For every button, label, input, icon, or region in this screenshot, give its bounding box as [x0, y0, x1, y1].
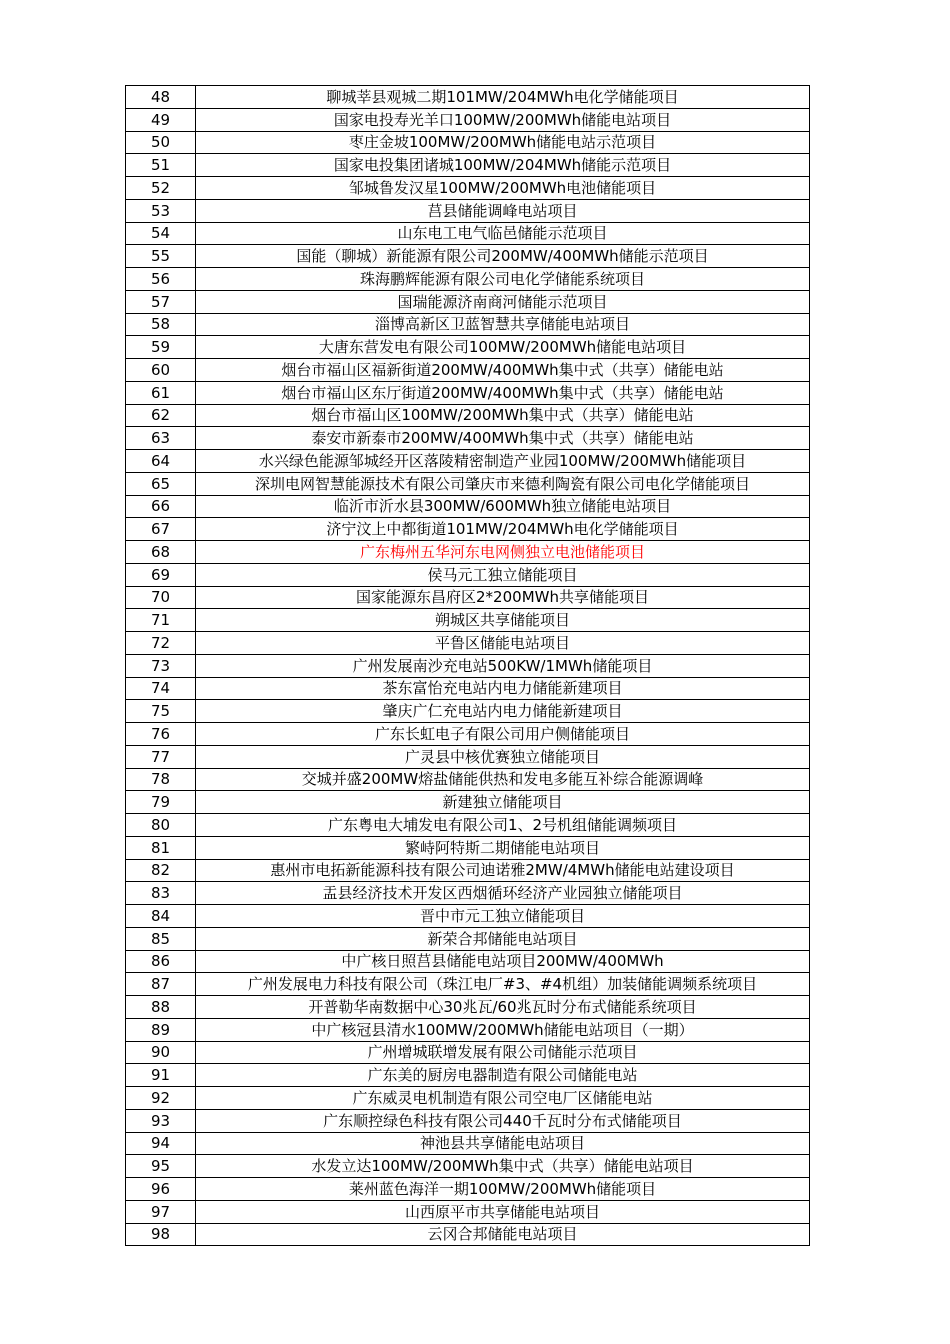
row-number-cell: 61 [126, 381, 196, 404]
row-number-cell: 74 [126, 677, 196, 700]
project-name-cell: 山西原平市共享储能电站项目 [196, 1200, 810, 1223]
row-number-cell: 56 [126, 268, 196, 291]
project-name-cell: 侯马元工独立储能项目 [196, 563, 810, 586]
row-number-cell: 97 [126, 1200, 196, 1223]
project-name-cell: 水发立达100MW/200MWh集中式（共享）储能电站项目 [196, 1155, 810, 1178]
table-row [126, 313, 810, 336]
row-number-cell: 77 [126, 745, 196, 768]
project-name-cell: 临沂市沂水县300MW/600MWh独立储能电站项目 [196, 495, 810, 518]
table-row [126, 563, 810, 586]
table-row [126, 268, 810, 291]
table-row [126, 745, 810, 768]
row-number-cell: 48 [126, 86, 196, 109]
row-number-cell: 80 [126, 814, 196, 837]
table-row [126, 973, 810, 996]
row-number-cell: 71 [126, 609, 196, 632]
table-row [126, 427, 810, 450]
project-name-cell: 烟台市福山区100MW/200MWh集中式（共享）储能电站 [196, 404, 810, 427]
table-row [126, 1064, 810, 1087]
project-name-cell: 广东粤电大埔发电有限公司1、2号机组储能调频项目 [196, 814, 810, 837]
row-number-cell: 92 [126, 1087, 196, 1110]
row-number-cell: 89 [126, 1018, 196, 1041]
table-row [126, 996, 810, 1019]
table-row [126, 518, 810, 541]
table-row [126, 677, 810, 700]
row-number-cell: 79 [126, 791, 196, 814]
table-row [126, 814, 810, 837]
project-name-cell: 济宁汶上中都街道101MW/204MWh电化学储能项目 [196, 518, 810, 541]
table-row [126, 768, 810, 791]
row-number-cell: 91 [126, 1064, 196, 1087]
row-number-cell: 93 [126, 1109, 196, 1132]
table-row [126, 1155, 810, 1178]
row-number-cell: 50 [126, 131, 196, 154]
row-number-cell: 98 [126, 1223, 196, 1246]
row-number-cell: 87 [126, 973, 196, 996]
table-row [126, 654, 810, 677]
table-row [126, 1109, 810, 1132]
row-number-cell: 69 [126, 563, 196, 586]
table-row [126, 950, 810, 973]
table-row [126, 723, 810, 746]
project-name-cell: 广州发展电力科技有限公司（珠江电厂#3、#4机组）加装储能调频系统项目 [196, 973, 810, 996]
project-name-cell: 新建独立储能项目 [196, 791, 810, 814]
row-number-cell: 81 [126, 836, 196, 859]
project-name-cell: 烟台市福山区福新街道200MW/400MWh集中式（共享）储能电站 [196, 359, 810, 382]
table-row [126, 404, 810, 427]
project-name-cell: 中广核冠县清水100MW/200MWh储能电站项目（一期） [196, 1018, 810, 1041]
table-row [126, 882, 810, 905]
row-number-cell: 70 [126, 586, 196, 609]
row-number-cell: 57 [126, 290, 196, 313]
table-row [126, 700, 810, 723]
row-number-cell: 94 [126, 1132, 196, 1155]
row-number-cell: 72 [126, 632, 196, 655]
project-name-cell: 泰安市新泰市200MW/400MWh集中式（共享）储能电站 [196, 427, 810, 450]
row-number-cell: 85 [126, 927, 196, 950]
project-name-cell: 盂县经济技术开发区西烟循环经济产业园独立储能项目 [196, 882, 810, 905]
table-row [126, 86, 810, 109]
row-number-cell: 66 [126, 495, 196, 518]
project-name-cell: 烟台市福山区东厅街道200MW/400MWh集中式（共享）储能电站 [196, 381, 810, 404]
row-number-cell: 88 [126, 996, 196, 1019]
row-number-cell: 60 [126, 359, 196, 382]
project-name-cell: 广灵县中核优赛独立储能项目 [196, 745, 810, 768]
table-row [126, 222, 810, 245]
table-body [126, 86, 810, 1246]
table-row [126, 1200, 810, 1223]
table-row [126, 131, 810, 154]
table-row [126, 859, 810, 882]
project-name-cell: 惠州市电拓新能源科技有限公司迪诺雅2MW/4MWh储能电站建设项目 [196, 859, 810, 882]
row-number-cell: 67 [126, 518, 196, 541]
project-name-cell: 国家电投集团诸城100MW/204MWh储能示范项目 [196, 154, 810, 177]
project-name-cell: 珠海鹏辉能源有限公司电化学储能系统项目 [196, 268, 810, 291]
project-name-cell: 莱州蓝色海洋一期100MW/200MWh储能项目 [196, 1178, 810, 1201]
project-name-cell: 水兴绿色能源邹城经开区落陵精密制造产业园100MW/200MWh储能项目 [196, 450, 810, 473]
row-number-cell: 90 [126, 1041, 196, 1064]
project-name-cell: 神池县共享储能电站项目 [196, 1132, 810, 1155]
row-number-cell: 51 [126, 154, 196, 177]
project-name-cell: 广东美的厨房电器制造有限公司储能电站 [196, 1064, 810, 1087]
table-row [126, 836, 810, 859]
table-row [126, 472, 810, 495]
table-row [126, 632, 810, 655]
project-name-cell: 交城并盛200MW熔盐储能供热和发电多能互补综合能源调峰 [196, 768, 810, 791]
project-name-cell: 枣庄金坡100MW/200MWh储能电站示范项目 [196, 131, 810, 154]
table-row [126, 495, 810, 518]
table-row [126, 1132, 810, 1155]
row-number-cell: 83 [126, 882, 196, 905]
table-row [126, 381, 810, 404]
row-number-cell: 73 [126, 654, 196, 677]
table-row [126, 336, 810, 359]
row-number-cell: 76 [126, 723, 196, 746]
row-number-cell: 96 [126, 1178, 196, 1201]
row-number-cell: 54 [126, 222, 196, 245]
project-name-cell: 广东梅州五华河东电网侧独立电池储能项目 [196, 541, 810, 564]
row-number-cell: 84 [126, 905, 196, 928]
row-number-cell: 62 [126, 404, 196, 427]
project-name-cell: 平鲁区储能电站项目 [196, 632, 810, 655]
project-name-cell: 国家能源东昌府区2*200MWh共享储能项目 [196, 586, 810, 609]
table-row [126, 927, 810, 950]
row-number-cell: 78 [126, 768, 196, 791]
project-name-cell: 广东威灵电机制造有限公司空电厂区储能电站 [196, 1087, 810, 1110]
row-number-cell: 95 [126, 1155, 196, 1178]
project-name-cell: 山东电工电气临邑储能示范项目 [196, 222, 810, 245]
project-name-cell: 淄博高新区卫蓝智慧共享储能电站项目 [196, 313, 810, 336]
project-name-cell: 邹城鲁发汉星100MW/200MWh电池储能项目 [196, 177, 810, 200]
project-name-cell: 国家电投寿光羊口100MW/200MWh储能电站项目 [196, 108, 810, 131]
row-number-cell: 55 [126, 245, 196, 268]
project-table [125, 85, 810, 1246]
project-name-cell: 广州发展南沙充电站500KW/1MWh储能项目 [196, 654, 810, 677]
project-name-cell: 广东顺控绿色科技有限公司440千瓦时分布式储能项目 [196, 1109, 810, 1132]
row-number-cell: 53 [126, 199, 196, 222]
row-number-cell: 49 [126, 108, 196, 131]
table-row [126, 177, 810, 200]
project-name-cell: 深圳电网智慧能源技术有限公司肇庆市来德利陶瓷有限公司电化学储能项目 [196, 472, 810, 495]
row-number-cell: 63 [126, 427, 196, 450]
project-name-cell: 广州增城联增发展有限公司储能示范项目 [196, 1041, 810, 1064]
row-number-cell: 58 [126, 313, 196, 336]
project-name-cell: 中广核日照莒县储能电站项目200MW/400MWh [196, 950, 810, 973]
table-row [126, 1087, 810, 1110]
row-number-cell: 68 [126, 541, 196, 564]
project-name-cell: 晋中市元工独立储能项目 [196, 905, 810, 928]
row-number-cell: 65 [126, 472, 196, 495]
table-row [126, 108, 810, 131]
row-number-cell: 82 [126, 859, 196, 882]
project-name-cell: 茶东富怡充电站内电力储能新建项目 [196, 677, 810, 700]
table-row [126, 245, 810, 268]
project-name-cell: 繁峙阿特斯二期储能电站项目 [196, 836, 810, 859]
row-number-cell: 64 [126, 450, 196, 473]
table-row [126, 290, 810, 313]
table-row [126, 905, 810, 928]
table-row [126, 1041, 810, 1064]
table-row [126, 1223, 810, 1246]
table-row [126, 450, 810, 473]
project-name-cell: 新荣合邦储能电站项目 [196, 927, 810, 950]
table-row [126, 791, 810, 814]
table-row [126, 609, 810, 632]
project-name-cell: 大唐东营发电有限公司100MW/200MWh储能电站项目 [196, 336, 810, 359]
table-row [126, 199, 810, 222]
project-name-cell: 广东长虹电子有限公司用户侧储能项目 [196, 723, 810, 746]
row-number-cell: 59 [126, 336, 196, 359]
table-row [126, 359, 810, 382]
table-row [126, 586, 810, 609]
project-name-cell: 聊城莘县观城二期101MW/204MWh电化学储能项目 [196, 86, 810, 109]
row-number-cell: 75 [126, 700, 196, 723]
row-number-cell: 86 [126, 950, 196, 973]
table-row [126, 154, 810, 177]
table-row [126, 1178, 810, 1201]
row-number-cell: 52 [126, 177, 196, 200]
project-name-cell: 开普勒华南数据中心30兆瓦/60兆瓦时分布式储能系统项目 [196, 996, 810, 1019]
project-name-cell: 云冈合邦储能电站项目 [196, 1223, 810, 1246]
table-row [126, 1018, 810, 1041]
project-name-cell: 莒县储能调峰电站项目 [196, 199, 810, 222]
project-name-cell: 朔城区共享储能项目 [196, 609, 810, 632]
project-name-cell: 肇庆广仁充电站内电力储能新建项目 [196, 700, 810, 723]
table-row [126, 541, 810, 564]
project-name-cell: 国能（聊城）新能源有限公司200MW/400MWh储能示范项目 [196, 245, 810, 268]
project-name-cell: 国瑞能源济南商河储能示范项目 [196, 290, 810, 313]
